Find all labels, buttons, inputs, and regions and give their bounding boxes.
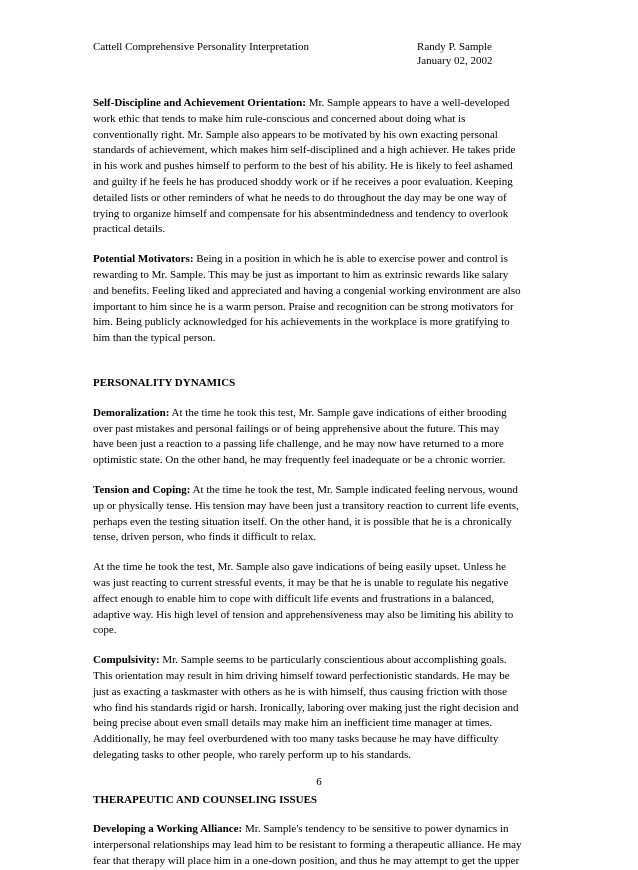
paragraph-lead-heading: Tension and Coping: bbox=[93, 483, 191, 496]
client-info bbox=[417, 40, 492, 68]
report-paragraph bbox=[93, 560, 553, 639]
paragraph-line: up or physically tense. His tension may have been just a transitory reaction to current life events, bbox=[93, 499, 519, 512]
paragraph-line: was just reacting to current stressful events, it may be that he is unable to regulate his negative bbox=[93, 576, 509, 589]
report-date: January 02, 2002 bbox=[417, 55, 493, 67]
paragraph-gap bbox=[93, 238, 553, 252]
paragraph-line: Additionally, he may feel overburdened with too many tasks because he may have difficulty bbox=[93, 733, 499, 746]
paragraph-line: optimistic state. On the other hand, he may frequently feel inadequate or be a chronic worrier. bbox=[93, 454, 506, 467]
paragraph-line: fear that therapy will place him in a one-down position, and thus he may attempt to get the upper bbox=[93, 855, 520, 868]
report-paragraph bbox=[93, 653, 553, 764]
paragraph-line-text: Mr. Sample appears to have a well-developed bbox=[308, 97, 510, 109]
report-paragraph bbox=[93, 252, 553, 347]
section-heading: PERSONALITY DYNAMICS bbox=[93, 376, 236, 389]
paragraph-line bbox=[93, 96, 553, 112]
paragraph-lead-heading: Self-Discipline and Achievement Orientation: bbox=[93, 97, 306, 109]
report-paragraph bbox=[93, 406, 553, 469]
paragraph-line: him than the typical person. bbox=[93, 332, 216, 345]
paragraph-gap bbox=[93, 392, 553, 406]
paragraph-line: practical details. bbox=[93, 223, 166, 236]
paragraph-line: conventionally right. Mr. Sample also appears to be motivated by his own exacting personal bbox=[93, 128, 498, 141]
paragraph-line-text: At the time he took this test, Mr. Sample gave indications of either brooding bbox=[171, 406, 507, 419]
paragraph-line: This orientation may result in him driving himself toward perfectionistic standards. He may be bbox=[93, 669, 510, 682]
paragraph-line bbox=[93, 406, 553, 422]
paragraph-line bbox=[93, 252, 553, 268]
paragraph-line bbox=[93, 483, 553, 499]
page-number: 6 bbox=[316, 776, 322, 788]
paragraph-line: tense, driven person, who finds it difficult to relax. bbox=[93, 531, 317, 544]
paragraph-line: in his work and pushes himself to perform to the best of his ability. He is likely to feel ashamed bbox=[93, 160, 513, 173]
paragraph-line bbox=[93, 653, 553, 669]
paragraph-line: who find his standards rigid or harsh. Ironically, laboring over making just the right decision and bbox=[93, 701, 519, 714]
paragraph-line: over past mistakes and personal failings or of being apprehensive about the future. This may bbox=[93, 422, 500, 435]
report-paragraph bbox=[93, 483, 553, 546]
paragraph-line: At the time he took the test, Mr. Sample also gave indications of being easily upset. Unless he bbox=[93, 561, 507, 574]
paragraph-line: standards of achievement, which makes him self-disciplined and a high achiever. He takes pride bbox=[93, 144, 516, 157]
paragraph-line: trying to organize himself and compensate for his absentmindedness and tendency to overlook bbox=[93, 207, 509, 220]
paragraph-lead-heading: Potential Motivators: bbox=[93, 253, 194, 266]
paragraph-line: rewarding to Mr. Sample. This may be just as important to him as extrinsic rewards like salary bbox=[93, 268, 509, 281]
report-paragraph bbox=[93, 96, 553, 238]
paragraph-line-text: Mr. Sample's tendency to be sensitive to power dynamics in bbox=[244, 823, 509, 836]
paragraph-line-text: At the time he took the test, Mr. Sample indicated feeling nervous, wound bbox=[192, 483, 518, 496]
report-paragraph bbox=[93, 822, 553, 869]
paragraph-line: important to him since he is a warm person. Praise and recognition can be strong motivators for bbox=[93, 300, 514, 313]
paragraph-line bbox=[93, 822, 553, 838]
section-gap bbox=[93, 347, 553, 376]
paragraph-line: and guilty if he feels he has produced shoddy work or if he receives a poor evaluation. Keeping bbox=[93, 175, 513, 188]
paragraph-line: just as exacting a taskmaster with others as he is with himself, thus causing friction with those bbox=[93, 685, 507, 698]
paragraph-line: and benefits. Feeling liked and appreciated and having a congenial working environment are also bbox=[93, 284, 521, 297]
paragraph-line: work ethic that tends to make him rule-conscious and concerned about doing what is bbox=[93, 112, 466, 125]
report-body bbox=[93, 96, 553, 870]
paragraph-line: cope. bbox=[93, 624, 117, 637]
paragraph-line-text: Mr. Sample seems to be particularly conscientious about accomplishing goals. bbox=[162, 654, 507, 667]
paragraph-lead-heading: Developing a Working Alliance: bbox=[93, 823, 243, 836]
paragraph-lead-heading: Demoralization: bbox=[93, 406, 170, 419]
paragraph-line: interpersonal relationships may lead him to be resistant to forming a therapeutic alliance. He may bbox=[93, 839, 522, 852]
paragraph-gap bbox=[93, 639, 553, 653]
paragraph-line-text: Being in a position in which he is able to exercise power and control is bbox=[196, 253, 508, 266]
paragraph-line: being precise about even small details may make him an inefficient time manager at times. bbox=[93, 717, 493, 730]
paragraph-line: him. Being publicly acknowledged for his achievements in the workplace is more gratifying to bbox=[93, 316, 510, 329]
document-running-title: Cattell Comprehensive Personality Interpretation bbox=[93, 41, 309, 53]
paragraph-gap bbox=[93, 808, 553, 822]
paragraph-line: adaptive way. His high level of tension and apprehensiveness may also be limiting his ability to bbox=[93, 608, 514, 621]
paragraph-line: detailed lists or other reminders of what he needs to do throughout the day may be one way of bbox=[93, 191, 507, 204]
paragraph-line: delegating tasks to other people, who rarely perform up to his standards. bbox=[93, 748, 412, 761]
paragraph-gap bbox=[93, 469, 553, 483]
paragraph-line: perhaps even the testing situation itself. On the other hand, it is possible that he is a chronically bbox=[93, 515, 512, 528]
paragraph-line: have been just a reaction to a passing life challenge, and he may now have returned to a more bbox=[93, 438, 504, 451]
paragraph-line: affect enough to enable him to cope with difficult life events and frustrations in a balanced, bbox=[93, 592, 494, 605]
section-heading: THERAPEUTIC AND COUNSELING ISSUES bbox=[93, 793, 318, 806]
paragraph-gap bbox=[93, 546, 553, 560]
client-name: Randy P. Sample bbox=[417, 41, 492, 53]
paragraph-lead-heading: Compulsivity: bbox=[93, 654, 160, 667]
